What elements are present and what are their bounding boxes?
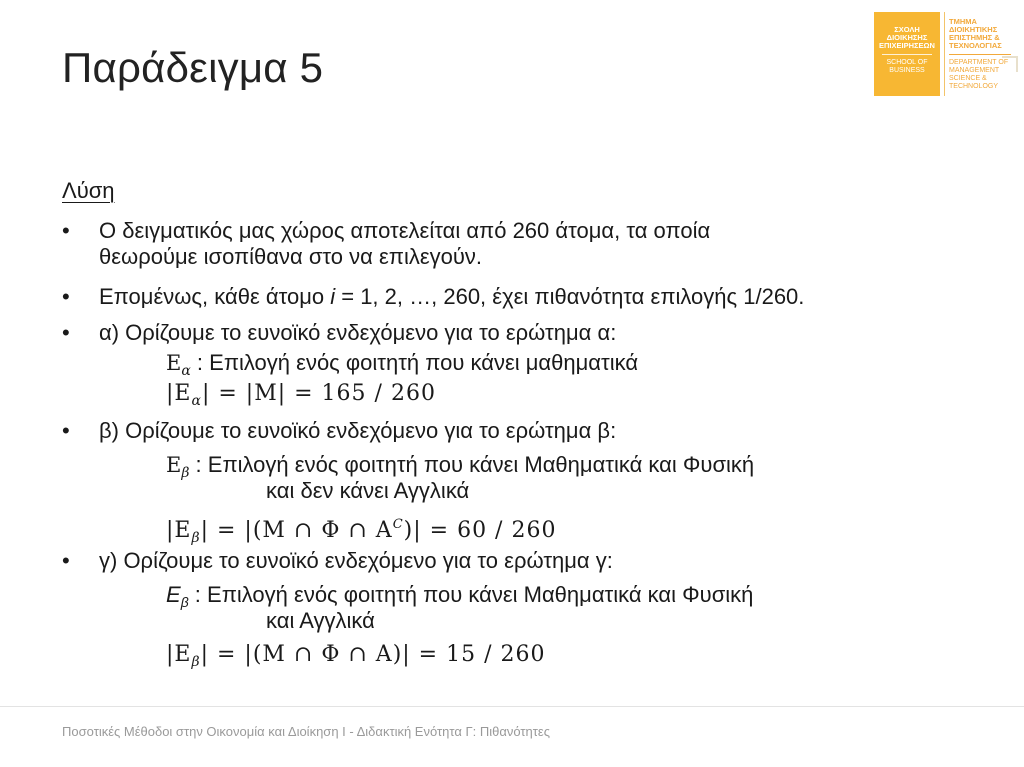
- logo-text: ΕΠΙΧΕΙΡΗΣΕΩΝ: [879, 41, 935, 50]
- logo-text: SCHOOL OF: [886, 59, 928, 66]
- event-b-definition: $E_\beta$ : Επιλογή ενός φοιτητή που κάνει Μαθηματικά και Φυσική: [166, 452, 755, 481]
- bullet-text: α) Ορίζουμε το ευνοϊκό ενδεχόμενο για το ερώτημα α:: [99, 320, 617, 345]
- bullet-marker: •: [62, 284, 70, 309]
- logo-text: TECHNOLOGY: [949, 83, 999, 90]
- event-c-calculation: $|E_\beta| = |(M$ ∩ Φ ∩ A)| = 15 / 260: [166, 642, 546, 670]
- bullet-marker: •: [62, 418, 70, 443]
- logo-text: MANAGEMENT: [949, 67, 1000, 74]
- logo-text: BUSINESS: [889, 67, 925, 74]
- event-b-definition-continued: και δεν κάνει Αγγλικά: [266, 478, 470, 503]
- bullet-text: Ο δειγματικός μας χώρος αποτελείται από 260 άτομα, τα οποία: [99, 218, 711, 243]
- bullet-marker: •: [62, 320, 70, 345]
- event-c-definition: $E_\beta$ : Επιλογή ενός φοιτητή που κάνει Μαθηματικά και Φυσική: [166, 582, 754, 610]
- solution-heading: Λύση: [62, 178, 115, 203]
- logo-divider: [882, 54, 932, 55]
- event-c-definition-continued: και Αγγλικά: [266, 608, 375, 633]
- footer-divider: [0, 706, 1024, 707]
- logo-text: ΤΜΗΜΑ: [949, 17, 977, 26]
- logo-text: SCIENCE &: [949, 75, 987, 82]
- bullet-text: γ) Ορίζουμε το ευνοϊκό ενδεχόμενο για το ερώτημα γ:: [99, 548, 613, 573]
- logo-corner-mark: [1002, 56, 1018, 72]
- logo-text: ΣΧΟΛΗ: [894, 25, 920, 34]
- logo-divider: [949, 54, 1011, 55]
- bullet-text: β) Ορίζουμε το ευνοϊκό ενδεχόμενο για το ερώτημα β:: [99, 418, 617, 443]
- bullet-marker: •: [62, 548, 70, 573]
- logo-text: DEPARTMENT OF: [949, 59, 1009, 66]
- bullet-marker: •: [62, 218, 70, 243]
- event-a-calculation: $|E_\alpha| = |M| = 165 / 260$: [166, 381, 436, 409]
- logo-school-panel: [874, 12, 940, 96]
- bullet-text-continued: θεωρούμε ισοπίθανα στο να επιλεγούν.: [99, 244, 483, 269]
- university-logo: [874, 12, 1020, 96]
- slide-title: Παράδειγμα 5: [62, 44, 324, 91]
- logo-text: ΤΕΧΝΟΛΟΓΙΑΣ: [949, 41, 1002, 50]
- logo-text: ΕΠΙΣΤΗΜΗΣ &: [949, 33, 1000, 42]
- logo-department-panel: [944, 12, 1020, 96]
- bullet-text: Επομένως, κάθε άτομο i = 1, 2, …, 260, έχει πιθανότητα επιλογής 1/260.: [99, 284, 805, 309]
- footer-text: Ποσοτικές Μέθοδοι στην Οικονομία και Διοίκηση Ι - Διδακτική Ενότητα Γ: Πιθανότητες: [62, 724, 550, 739]
- logo-text: ΔΙΟΙΚΗΣΗΣ: [886, 33, 928, 42]
- event-b-calculation: $|E_\beta| = |(M$ ∩ Φ ∩ $A^C)| = 60 / 260$: [166, 517, 557, 546]
- logo-text: ΔΙΟΙΚΗΤΙΚΗΣ: [949, 25, 998, 34]
- event-a-definition: $E_\alpha$ : Επιλογή ενός φοιτητή που κάνει μαθηματικά: [166, 350, 639, 379]
